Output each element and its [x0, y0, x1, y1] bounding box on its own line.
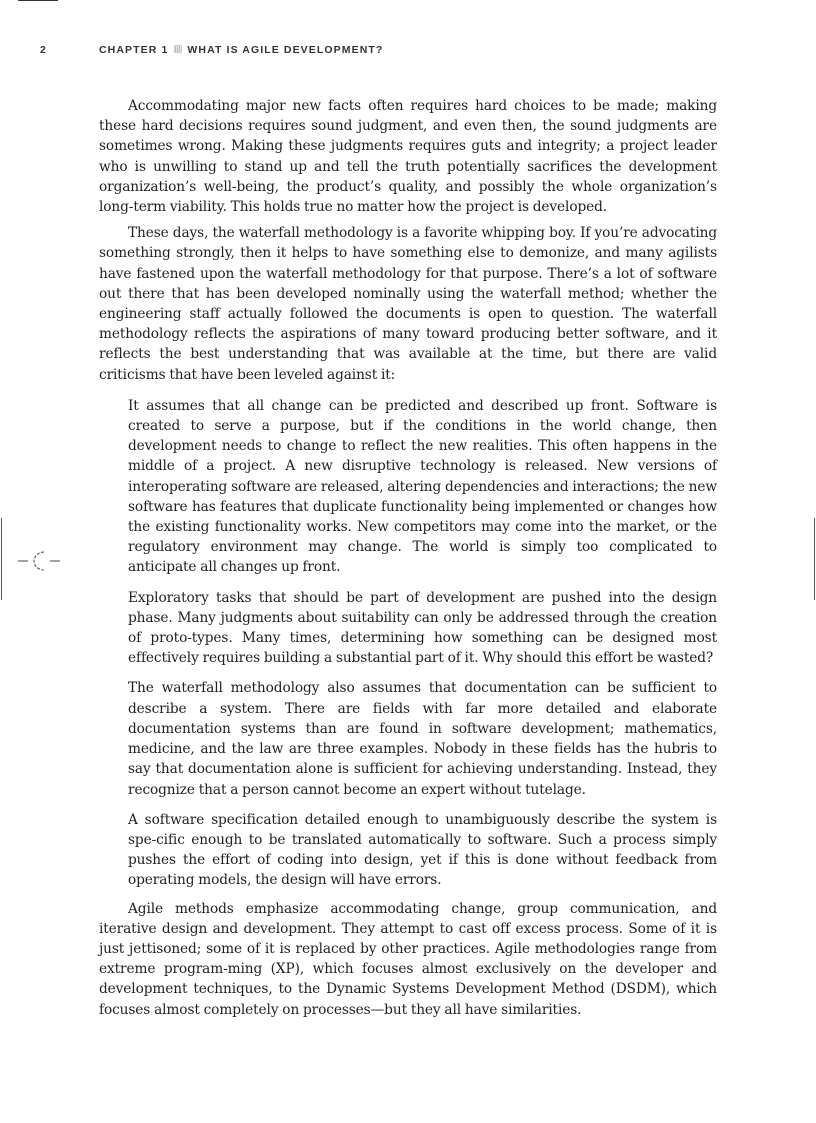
paragraph-accommodating-facts: Accommodating major new facts often requires hard choices to be made; making these hard decisions requires sound judgment, and even then, the sound judgments are sometimes wrong. Making these judgments requires guts and integrity; a project leader who is unwilling to stand up and tell the truth potentially sacrifices the development organization’s well-being, the product’s quality, and possibly the whole organization’s long-term viability. This holds true no matter how the project is developed. — [99, 98, 717, 216]
page-number: 2 — [40, 44, 47, 56]
header-separator-square — [174, 45, 182, 53]
paragraph-agile-methods: Agile methods emphasize accommodating change, group communication, and iterative design and development. They attempt to cast off excess process. Some of it is just jettisoned; some of it is replaced by other practices. Agile methodologies range from extreme program-ming (XP), which focuses almost exclusively on the developer and development techniques, to the Dynamic Systems Development Method (DSDM), which focuses almost completely on processes—but they all have similarities. — [99, 900, 717, 1018]
body-text — [99, 96, 717, 1020]
paragraph-waterfall-intro: These days, the waterfall methodology is a favorite whipping boy. If you’re advocating something strongly, then it helps to have something else to demonize, and many agilists have fastened upon the waterfall methodology for that purpose. There’s a lot of software out there that has been developed nominally using the waterfall method; whether the engineering staff actually followed the documents is open to question. The waterfall methodology reflects the aspirations of many toward producing better software, and it reflects the best understanding that was available at the time, but there are valid criticisms that have been leveled against it: — [99, 225, 717, 383]
margin-rule-left — [1, 518, 2, 600]
criticism-exploratory-tasks: Exploratory tasks that should be part of development are pushed into the design phase. Many judgments about suitability can only be addressed through the creation of proto-types. Many times, determining how something can be designed most effectively requires building a substantial part of it. Why should this effort be wasted? — [128, 589, 717, 667]
criticism-predict-change: It assumes that all change can be predicted and described up front. Software is created to serve a purpose, but if the conditions in the world change, then development needs to change to reflect the new realities. This often happens in the middle of a project. A new disruptive technology is released. New versions of interoperating software are released, altering dependencies and interactions; the new software has features that duplicate functionality being implemented or changes how the existing functionality works. New competitors may come into the market, or the regulatory environment may change. The world is simply too complicated to anticipate all changes up front. — [128, 397, 717, 576]
criticism-documentation: The waterfall methodology also assumes that documentation can be sufficient to describe a system. There are fields with far more detailed and elaborate documentation systems than are found in software development; mathematics, medicine, and the law are three examples. Nobody in these fields has the hubris to say that documentation alone is sufficient for achieving understanding. Instead, they recognize that a person cannot become an expert without tutelage. — [128, 680, 717, 798]
margin-rule-right — [814, 518, 815, 600]
running-header — [40, 44, 383, 56]
registration-mark-icon — [18, 548, 62, 574]
criticism-specification: A software specification detailed enough to unambiguously describe the system is spe-cific enough to be translated automatically to software. Such a process simply pushes the effort of coding into design, yet if this is done without feedback from operating models, the design will have errors. — [128, 811, 717, 889]
section-title: WHAT IS AGILE DEVELOPMENT? — [187, 44, 384, 56]
crop-mark-top — [18, 0, 58, 1]
chapter-label: CHAPTER 1 — [99, 44, 169, 56]
